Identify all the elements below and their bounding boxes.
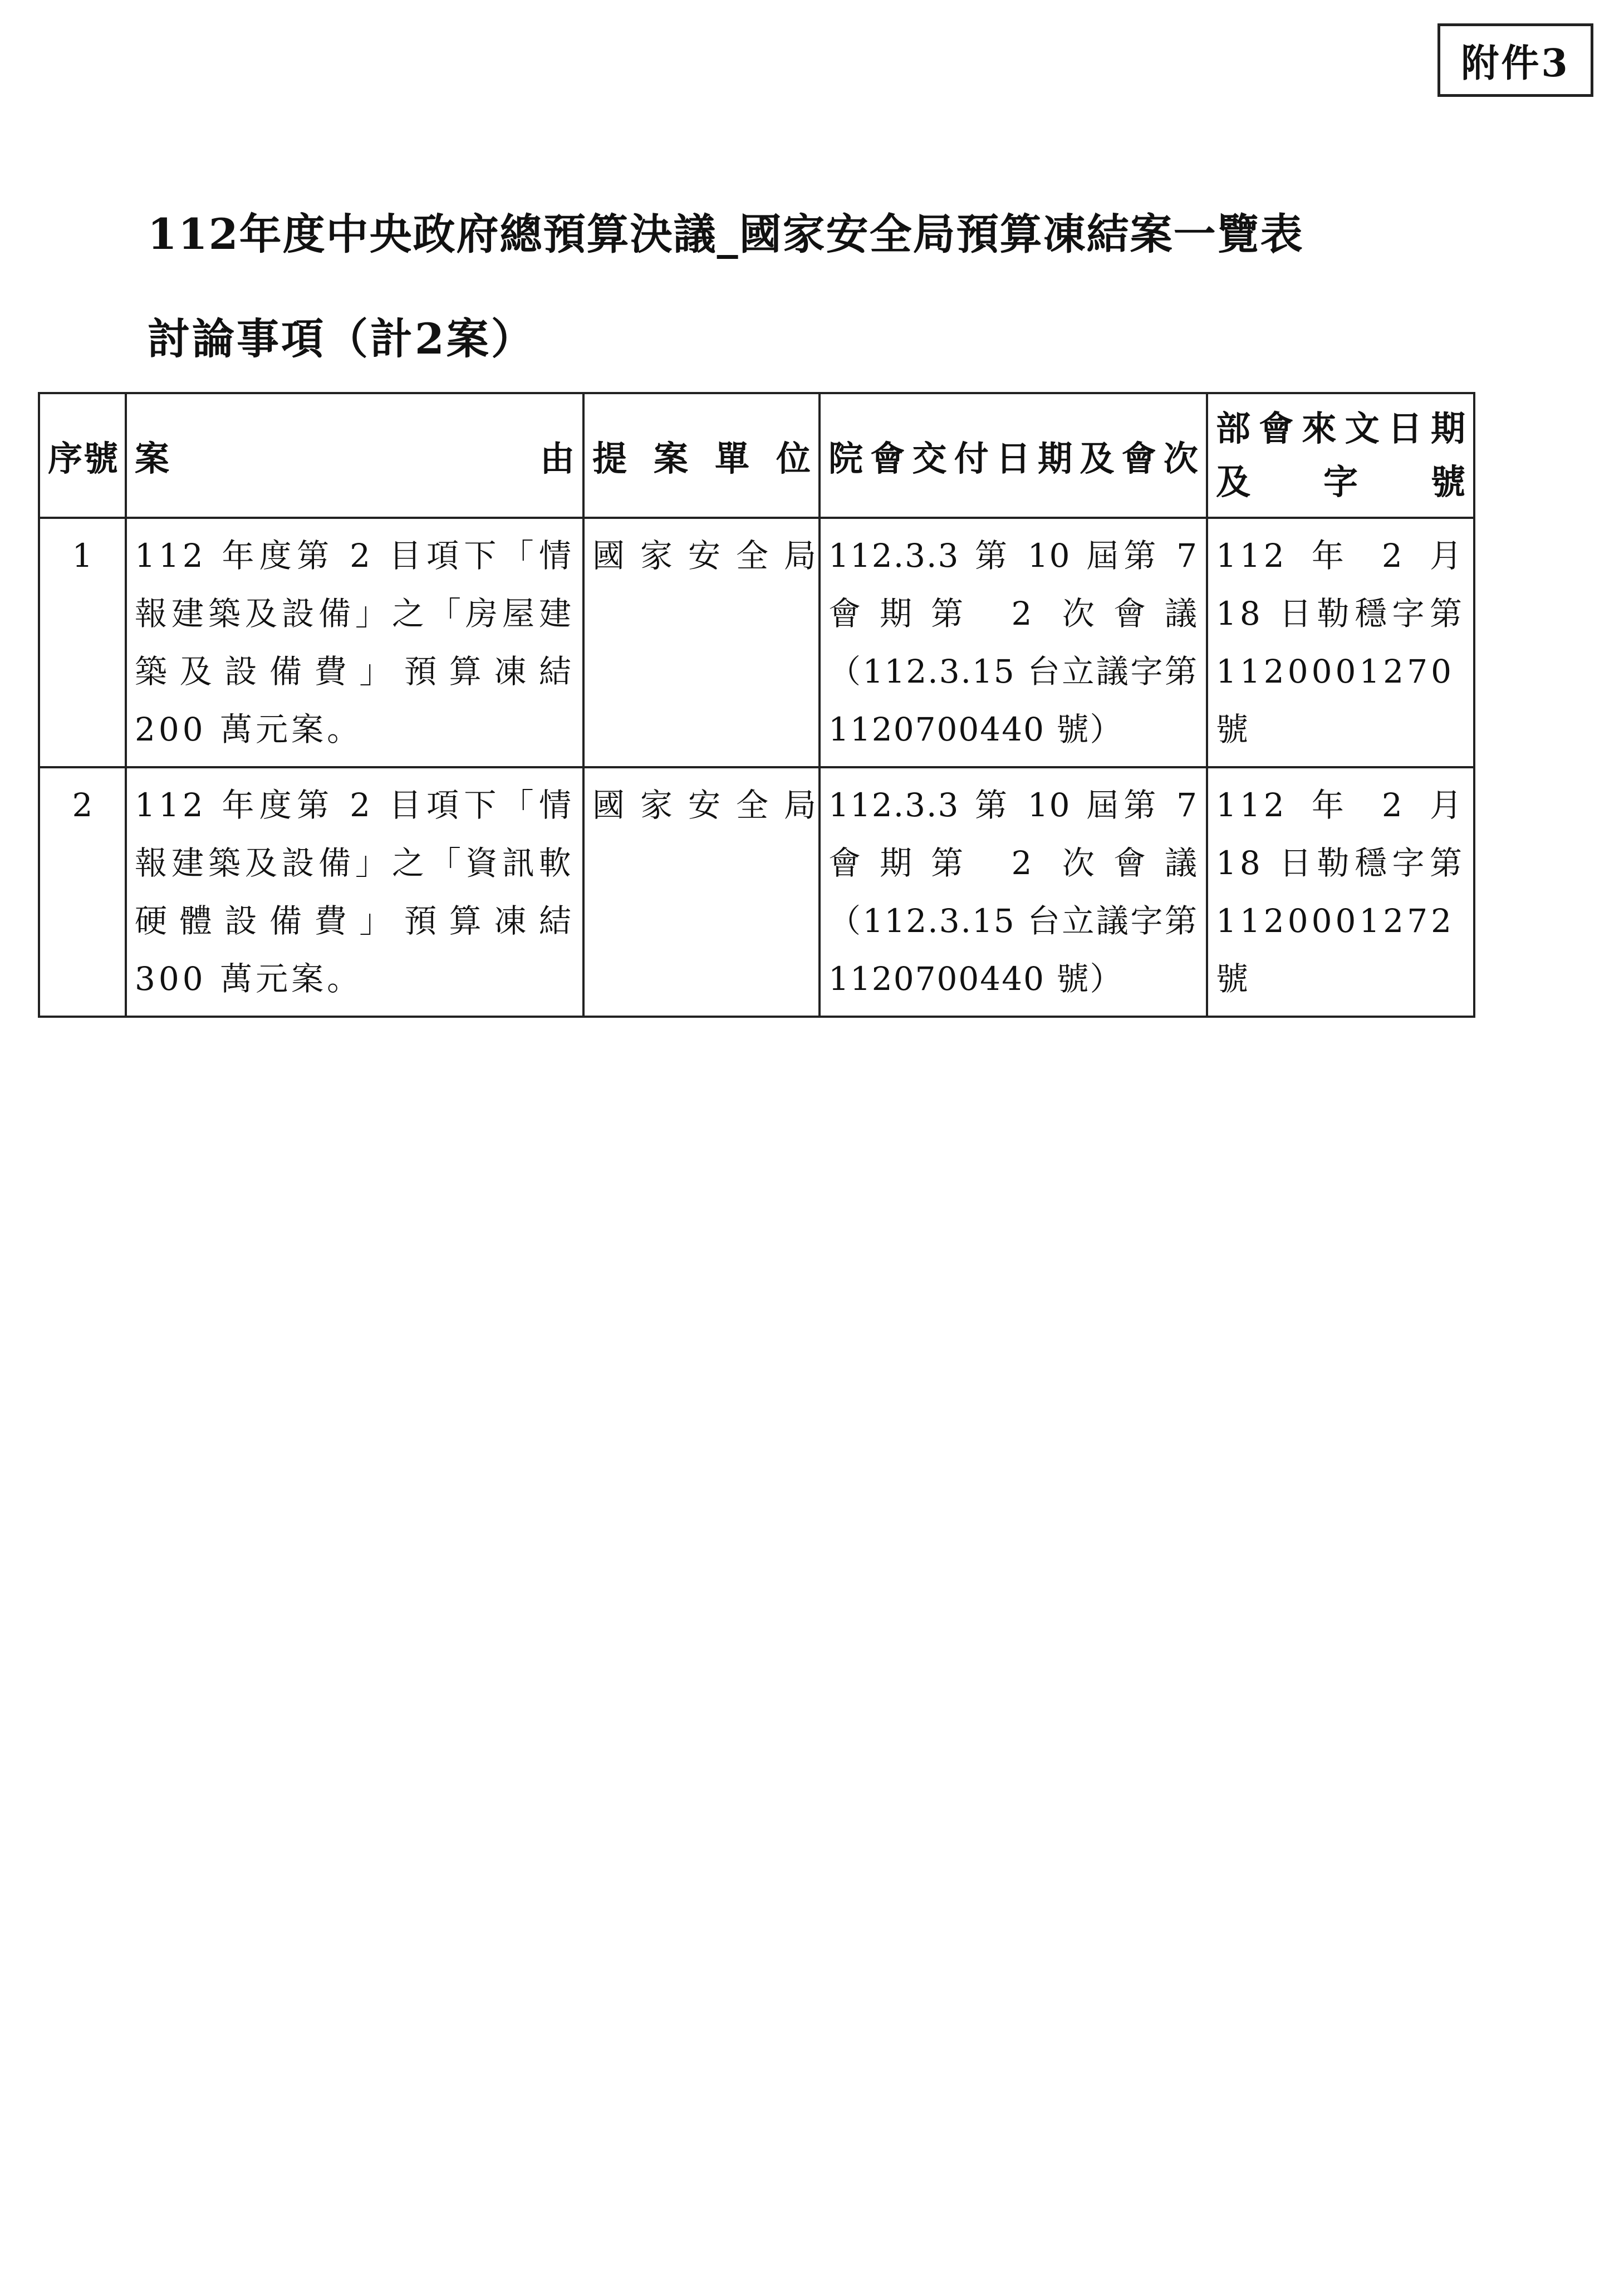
- row-seq: 2: [39, 767, 126, 1017]
- header-char: 來: [1302, 408, 1337, 449]
- header-ref-line1: [1216, 402, 1465, 455]
- table-header-row: [39, 393, 1474, 518]
- header-ref-line2: [1216, 455, 1465, 509]
- row-seq: 1: [39, 518, 126, 767]
- header-char: 及: [1216, 462, 1251, 502]
- header-char: 會: [870, 438, 905, 479]
- header-ref: [1207, 393, 1474, 518]
- header-char: 交: [912, 438, 947, 479]
- header-case-left: 案: [135, 438, 170, 479]
- budget-freeze-table: [38, 392, 1475, 1018]
- row-case: 112 年度第 2 目項下「情報建築及設備」之「資訊軟硬體設備費」預算凍結 300 萬元案。: [126, 767, 583, 1017]
- header-char: 位: [776, 438, 811, 479]
- row-date: 112.3.3 第 10 屆第 7 會期第 2 次會議（112.3.15 台立議字第 1120700440 號）: [820, 518, 1207, 767]
- table-row: [39, 518, 1474, 767]
- header-char: 日: [1387, 408, 1422, 449]
- attachment-label: 附件3: [1437, 23, 1593, 97]
- header-char: 次: [1163, 438, 1198, 479]
- header-char: 及: [1080, 438, 1115, 479]
- row-unit: 國家安全局: [583, 518, 820, 767]
- header-char: 單: [714, 438, 749, 479]
- header-char: 期: [1430, 408, 1465, 449]
- header-char: 院: [828, 438, 863, 479]
- header-char: 日: [995, 438, 1031, 479]
- header-unit-text: [592, 431, 811, 480]
- row-unit: 國家安全局: [583, 767, 820, 1017]
- header-date-text: [828, 431, 1198, 480]
- header-case-right: 由: [539, 438, 575, 479]
- header-seq: 序號: [39, 393, 126, 518]
- section-title: 討論事項（計2案）: [148, 314, 536, 364]
- header-char: 字: [1323, 462, 1358, 502]
- header-char: 號: [1430, 462, 1465, 502]
- header-char: 期: [1038, 438, 1073, 479]
- table-row: [39, 767, 1474, 1017]
- header-char: 部: [1216, 408, 1251, 449]
- row-ref: 112 年 2 月 18 日勒穩字第 1120001272 號: [1207, 767, 1474, 1017]
- document-title: 112年度中央政府總預算決議_國家安全局預算凍結案一覽表: [148, 209, 1304, 259]
- header-case: [126, 393, 583, 518]
- header-char: 會: [1121, 438, 1156, 479]
- header-char: 會: [1259, 408, 1294, 449]
- header-char: 付: [954, 438, 989, 479]
- header-date: [820, 393, 1207, 518]
- header-unit: [583, 393, 820, 518]
- header-char: 文: [1345, 408, 1380, 449]
- header-char: 提: [592, 438, 627, 479]
- row-case: 112 年度第 2 目項下「情報建築及設備」之「房屋建築及設備費」預算凍結 200 萬元案。: [126, 518, 583, 767]
- header-char: 案: [653, 438, 688, 479]
- row-ref: 112 年 2 月 18 日勒穩字第 1120001270 號: [1207, 518, 1474, 767]
- row-date: 112.3.3 第 10 屆第 7 會期第 2 次會議（112.3.15 台立議字第 1120700440 號）: [820, 767, 1207, 1017]
